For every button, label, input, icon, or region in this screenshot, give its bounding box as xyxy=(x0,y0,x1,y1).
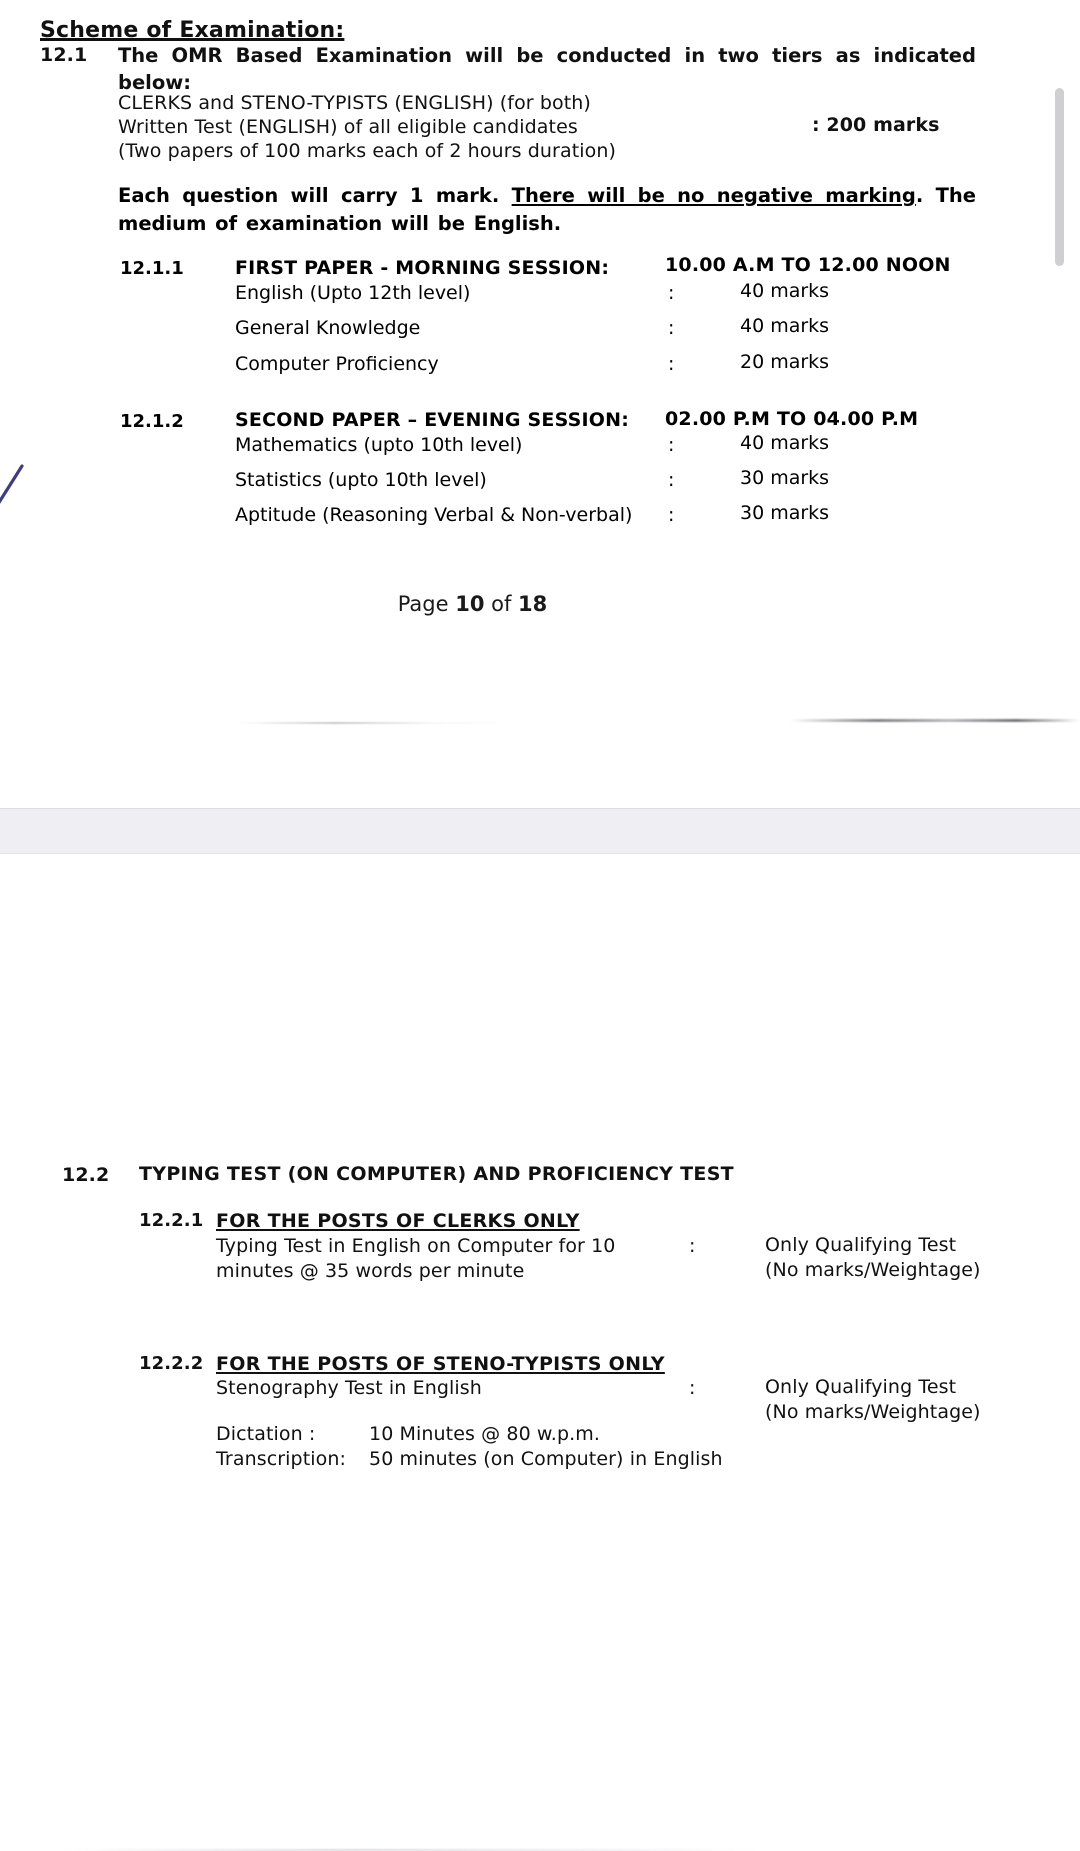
clause-12-2-title: TYPING TEST (ON COMPUTER) AND PROFICIENCY TEST xyxy=(139,1163,734,1185)
subject-row-marks: 40 marks xyxy=(740,315,830,337)
subject-row-label: English (Upto 12th level) xyxy=(235,282,471,304)
subject-row-colon: : xyxy=(668,282,675,304)
clause-12-2-1-title: FOR THE POSTS OF CLERKS ONLY xyxy=(216,1210,580,1232)
clause-12-2-1-result-line2: (No marks/Weightage) xyxy=(765,1259,981,1281)
papers-note-line: (Two papers of 100 marks each of 2 hours duration) xyxy=(118,140,617,162)
clause-number-12-1: 12.1 xyxy=(40,44,88,66)
clause-12-1-1-title: FIRST PAPER - MORNING SESSION: xyxy=(235,257,610,279)
clause-12-2-2-title: FOR THE POSTS OF STENO-TYPISTS ONLY xyxy=(216,1353,665,1375)
clause-12-2-1-description-line1: Typing Test in English on Computer for 10 xyxy=(216,1235,616,1257)
subject-row-colon: : xyxy=(668,504,675,526)
clause-12-1-2-title: SECOND PAPER – EVENING SESSION: xyxy=(235,409,630,431)
dictation-label: Dictation : xyxy=(216,1423,316,1445)
subject-row-colon: : xyxy=(668,469,675,491)
clause-12-2-1-description-line2: minutes @ 35 words per minute xyxy=(216,1260,525,1282)
clause-12-1-1-timing: 10.00 A.M TO 12.00 NOON xyxy=(665,254,951,276)
no-negative-marking-paragraph xyxy=(118,182,976,238)
subject-row-label: Mathematics (upto 10th level) xyxy=(235,434,523,456)
subject-row-marks: 30 marks xyxy=(740,467,830,489)
footer-middle: of xyxy=(484,592,519,616)
vertical-scrollbar-thumb[interactable] xyxy=(1055,88,1064,266)
scanned-page-10 xyxy=(0,0,1080,808)
subject-row-colon: : xyxy=(668,353,675,375)
clause-12-2-2-result-line2: (No marks/Weightage) xyxy=(765,1401,981,1423)
emphasis-text-underlined: There will be no negative marking xyxy=(511,184,916,207)
written-test-line: Written Test (ENGLISH) of all eligible candidates xyxy=(118,116,578,138)
page-title: Scheme of Examination: xyxy=(40,18,345,43)
subject-row-marks: 20 marks xyxy=(740,351,830,373)
pen-annotation-mark xyxy=(0,458,36,506)
footer-current-page: 10 xyxy=(455,592,485,616)
transcription-label: Transcription: xyxy=(216,1448,347,1470)
scan-artifact-line xyxy=(240,722,510,724)
page-number-footer xyxy=(0,592,945,616)
emphasis-text-part1: Each question will carry 1 mark. xyxy=(118,184,512,207)
subject-row-marks: 40 marks xyxy=(740,432,830,454)
written-test-marks: : 200 marks xyxy=(812,114,940,136)
subject-row-marks: 40 marks xyxy=(740,280,830,302)
footer-prefix: Page xyxy=(397,592,456,616)
subject-row-marks: 30 marks xyxy=(740,502,830,524)
footer-total-pages: 18 xyxy=(518,592,548,616)
subject-row-label: Statistics (upto 10th level) xyxy=(235,469,487,491)
page-break-separator xyxy=(0,808,1080,854)
posts-line: CLERKS and STENO-TYPISTS (ENGLISH) (for both) xyxy=(118,92,591,114)
clause-number-12-2-1: 12.2.1 xyxy=(139,1210,204,1231)
clause-12-2-2-result-line1: Only Qualifying Test xyxy=(765,1376,957,1398)
clause-number-12-1-2: 12.1.2 xyxy=(120,411,184,432)
clause-number-12-2: 12.2 xyxy=(62,1164,110,1186)
clause-12-2-2-description-line1: Stenography Test in English xyxy=(216,1377,482,1399)
clause-12-1-intro-paragraph: The OMR Based Examination will be conducted in two tiers as indicated below: xyxy=(118,44,976,94)
clause-number-12-1-1: 12.1.1 xyxy=(120,258,184,279)
scan-artifact-line xyxy=(790,719,1080,722)
scanned-page-11 xyxy=(0,854,1080,1470)
subject-row-label: Aptitude (Reasoning Verbal & Non-verbal) xyxy=(235,504,633,526)
clause-12-1-2-timing: 02.00 P.M TO 04.00 P.M xyxy=(665,408,919,430)
dictation-value: 10 Minutes @ 80 w.p.m. xyxy=(369,1423,600,1445)
clause-12-2-1-colon: : xyxy=(689,1235,696,1257)
subject-row-label: General Knowledge xyxy=(235,317,421,339)
subject-row-colon: : xyxy=(668,434,675,456)
clause-12-2-2-colon: : xyxy=(689,1377,696,1399)
transcription-value: 50 minutes (on Computer) in English xyxy=(369,1448,723,1470)
subject-row-label: Computer Proficiency xyxy=(235,353,439,375)
emphasis-text-part2: . The medium of examination will be English. xyxy=(118,184,976,235)
vertical-scrollbar-track[interactable] xyxy=(1059,0,1073,1332)
subject-row-colon: : xyxy=(668,317,675,339)
clause-number-12-2-2: 12.2.2 xyxy=(139,1353,204,1374)
clause-12-2-1-result-line1: Only Qualifying Test xyxy=(765,1234,957,1256)
